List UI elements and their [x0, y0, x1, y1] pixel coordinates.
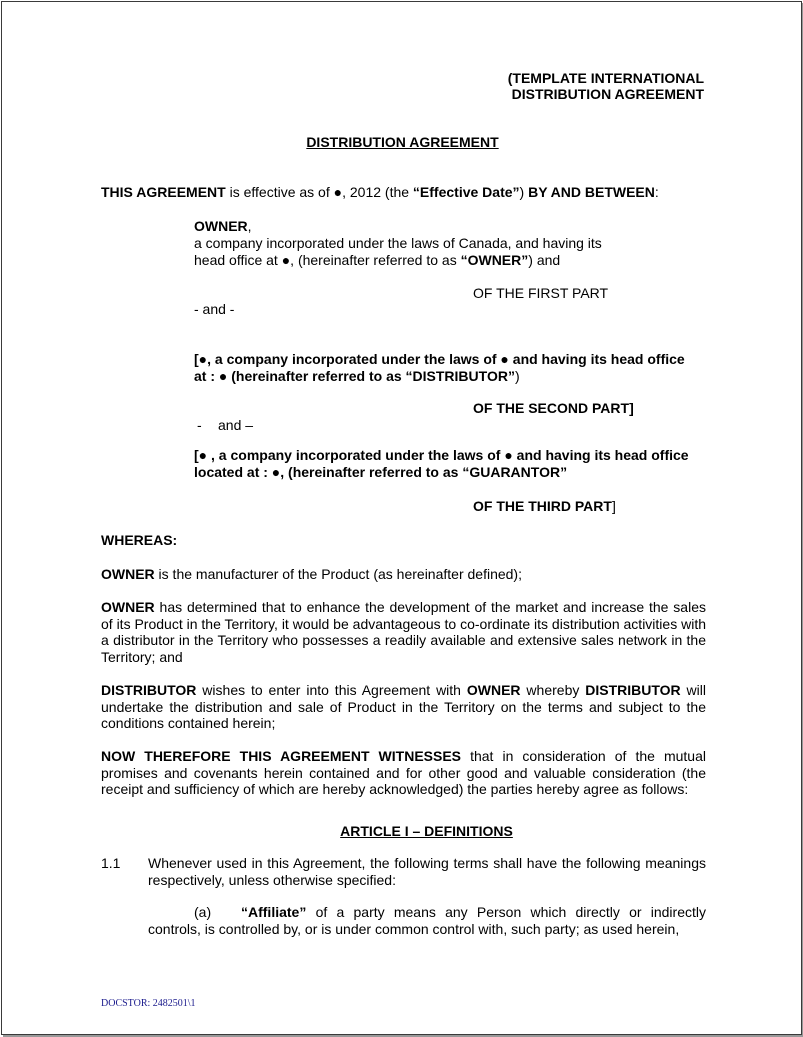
guarantor-text: , a company incorporated under the laws of	[207, 447, 505, 463]
recital-text: will undertake the distribution and sale of Product in the Territory on the terms and subject to the conditions contained herein;	[101, 682, 707, 732]
guarantor-text: and having its head office	[512, 447, 689, 463]
owner-defined-term: “OWNER”	[460, 252, 529, 268]
placeholder-bullet: ●	[271, 464, 281, 480]
recital-party: DISTRIBUTOR	[101, 682, 197, 698]
preamble-text: is effective as of	[225, 184, 334, 200]
recital-3	[101, 682, 706, 732]
template-note-line-2: DISTRIBUTION AGREEMENT	[511, 86, 704, 102]
owner-text: ) and	[528, 252, 561, 268]
witnesseth-clause	[101, 748, 706, 798]
distributor-text: at :	[194, 368, 219, 384]
third-part-text: OF THE THIRD PART	[473, 498, 612, 514]
section-1-1-text: Whenever used in this Agreement, the following terms shall have the following meanings respectively, unless otherwise specified:	[148, 855, 706, 888]
placeholder-bullet: ●	[500, 351, 509, 367]
owner-name	[194, 218, 252, 235]
section-number: 1.1	[101, 855, 121, 871]
witnesseth-text: that in consideration of the mutual promises and covenants herein contained and for other good and valuable consideration (the receipt and sufficiency of which are hereby acknowledged) the parties hereby agree as follows:	[101, 748, 706, 798]
defined-term-affiliate: “Affiliate”	[241, 904, 307, 920]
owner-name-bold: OWNER	[194, 218, 248, 234]
guarantor-line-1	[194, 447, 689, 464]
recital-text: has determined that to enhance the development of the market and increase the sales of its Product in the Territory, it would be advantageous to co-ordinate its distribution activities with a distributor in the Territory who possesses a readily available and extensive sales network in the Territory; and	[101, 599, 706, 665]
placeholder-bullet: ●	[281, 252, 291, 268]
owner-line-2	[194, 252, 560, 269]
distributor-line-2	[194, 368, 520, 385]
placeholder-bullet: ●	[198, 351, 208, 367]
preamble	[101, 184, 659, 201]
distributor-close: )	[514, 368, 520, 384]
owner-line-1: a company incorporated under the laws of Canada, and having its	[194, 235, 602, 251]
clause-a-body: of a party means any Person which directly or indirectly controls, is controlled by, or is under common control with, such party; as used herein,	[148, 904, 706, 937]
placeholder-bullet: ●	[218, 368, 228, 384]
recital-text: is the manufacturer of the Product (as hereinafter defined);	[154, 566, 522, 582]
clause-a-text	[148, 904, 706, 937]
third-part-close: ]	[611, 498, 616, 514]
preamble-lead: THIS AGREEMENT	[101, 184, 226, 200]
owner-text: head office at	[194, 252, 282, 268]
distributor-text: and having its head office	[508, 351, 685, 367]
guarantor-line-2	[194, 464, 567, 481]
first-part-label: OF THE FIRST PART	[473, 285, 609, 301]
preamble-text: :	[654, 184, 659, 200]
guarantor-text: located at :	[194, 464, 272, 480]
recital-text: whereby	[520, 682, 586, 698]
recital-party: OWNER	[101, 566, 155, 582]
recital-party: OWNER	[466, 682, 521, 698]
distributor-text: , a company incorporated under the laws of	[207, 351, 501, 367]
owner-text: , (hereinafter referred to as	[290, 252, 461, 268]
third-part-label	[473, 498, 616, 515]
guarantor-text: , (hereinafter referred to as “GUARANTOR”	[280, 464, 568, 480]
effective-date-label: “Effective Date”	[412, 184, 520, 200]
recital-party: DISTRIBUTOR	[585, 682, 681, 698]
witnesseth-lead: NOW THEREFORE THIS AGREEMENT WITNESSES	[101, 748, 462, 764]
preamble-text: )	[519, 184, 529, 200]
clause-a-label: (a)	[194, 904, 212, 920]
between-label: BY AND BETWEEN	[528, 184, 655, 200]
recital-1	[101, 566, 706, 583]
guarantor-text: [	[194, 447, 199, 463]
distributor-text: [	[194, 351, 199, 367]
template-note-line-1: (TEMPLATE INTERNATIONAL	[507, 70, 704, 86]
footer-doc-id: DOCSTOR: 2482501\1	[101, 998, 196, 1009]
distributor-line-1	[194, 351, 685, 368]
recital-2	[101, 599, 706, 665]
placeholder-bullet: ●	[333, 184, 343, 200]
preamble-text: , 2012 (the	[342, 184, 413, 200]
second-part-label: OF THE SECOND PART]	[473, 400, 634, 416]
article-heading: ARTICLE I – DEFINITIONS	[340, 823, 513, 839]
owner-name-suffix: ,	[247, 218, 252, 234]
document-title: DISTRIBUTION AGREEMENT	[306, 134, 499, 150]
placeholder-bullet: ●	[198, 447, 208, 463]
and-separator-dash: -	[197, 417, 202, 433]
distributor-text: (hereinafter referred to as “DISTRIBUTOR”	[227, 368, 515, 384]
placeholder-bullet: ●	[504, 447, 513, 463]
and-separator: - and -	[194, 301, 235, 317]
recital-text: wishes to enter into this Agreement with	[196, 682, 467, 698]
whereas-heading: WHEREAS:	[101, 532, 178, 548]
and-separator-text: and –	[218, 417, 254, 433]
document-page	[1, 1, 802, 1035]
recital-party: OWNER	[101, 599, 155, 615]
